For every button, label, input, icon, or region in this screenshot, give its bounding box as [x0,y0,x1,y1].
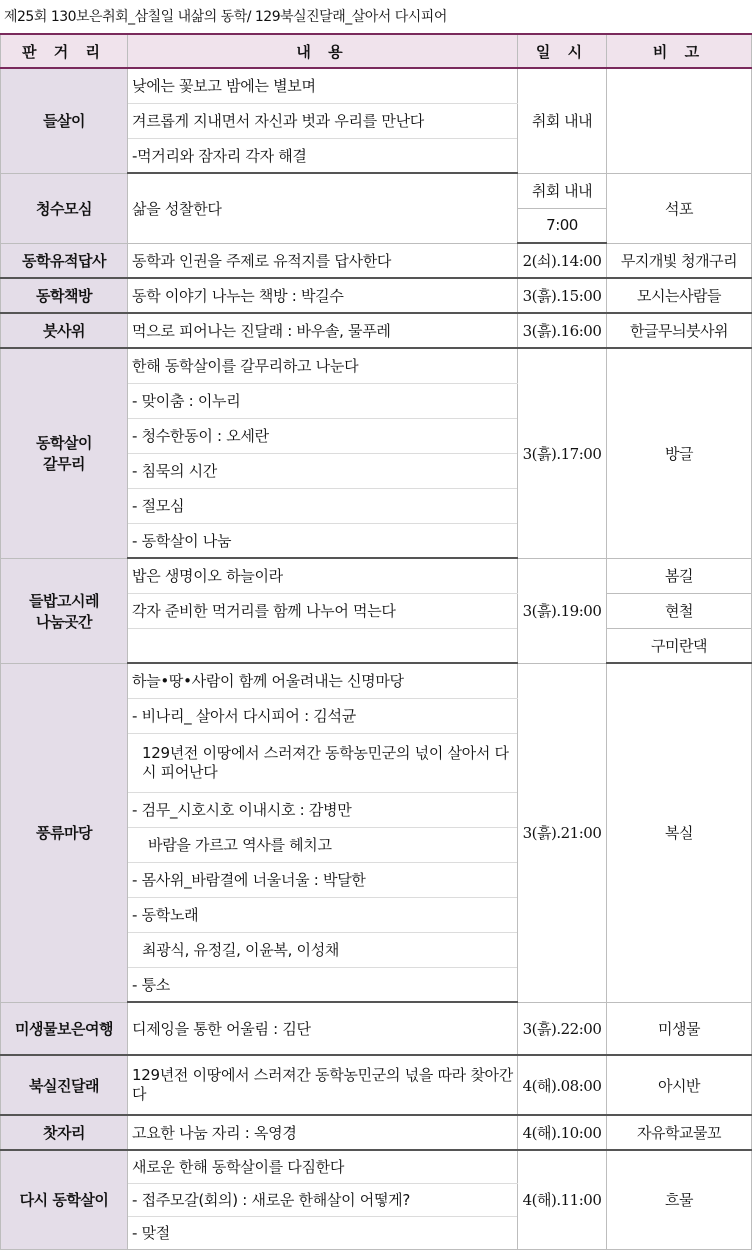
content-line: - 동학노래 [128,897,518,932]
content-line: - 몸사위_바람결에 너울너울 : 박달한 [128,862,518,897]
category-cell: 동학책방 [1,278,128,313]
content-line: 디제잉을 통한 어울림 : 김단 [128,1002,518,1055]
time-cell: 3(흙).15:00 [518,278,607,313]
table-row [1,173,752,208]
category-line: 갈무리 [43,455,85,474]
note-cell: 봄길 [607,558,752,593]
table-row [1,348,752,383]
content-line: - 동학살이 나눔 [128,523,518,558]
table-row [1,1055,752,1115]
time-cell: 3(흙).21:00 [518,663,607,1002]
content-line: 최광식, 유정길, 이윤복, 이성채 [128,932,518,967]
content-line: 동학과 인권을 주제로 유적지를 답사한다 [128,243,518,278]
category-cell: 풍류마당 [1,663,128,1002]
note-cell: 미생물 [607,1002,752,1055]
category-cell: 다시 동학살이 [1,1150,128,1249]
table-row [1,68,752,103]
category-cell: 들살이 [1,68,128,173]
content-line: 새로운 한해 동학살이를 다짐한다 [128,1150,518,1183]
content-line: - 퉁소 [128,967,518,1002]
time-cell: 3(흙).22:00 [518,1002,607,1055]
note-cell: 자유학교물꼬 [607,1115,752,1150]
time-cell: 4(해).10:00 [518,1115,607,1150]
category-cell: 붓사위 [1,313,128,348]
category-cell [1,348,128,558]
content-line: - 검무_시호시호 이내시호 : 감병만 [128,792,518,827]
content-line: 바람을 가르고 역사를 헤치고 [128,827,518,862]
time-cell: 4(해).08:00 [518,1055,607,1115]
content-line: 한해 동학살이를 갈무리하고 나눈다 [128,348,518,383]
content-line: -먹거리와 잠자리 각자 해결 [128,138,518,173]
content-line: - 맞이춤 : 이누리 [128,383,518,418]
time-cell: 3(흙).19:00 [518,558,607,663]
content-line: 하늘•땅•사람이 함께 어울려내는 신명마당 [128,663,518,698]
document-title: 제25회 130보은취회_삼칠일 내삶의 동학/ 129북실진달래_살아서 다시피어 [4,9,447,25]
note-cell: 한글무늬붓사위 [607,313,752,348]
table-row [1,558,752,593]
content-line: - 접주모갈(회의) : 새로운 한해살이 어떻게? [128,1183,518,1216]
content-line: 동학 이야기 나누는 책방 : 박길수 [128,278,518,313]
content-line: - 침묵의 시간 [128,453,518,488]
category-line: 나눔곳간 [36,612,92,631]
content-line: 삶을 성찰한다 [128,173,518,243]
note-cell: 모시는사람들 [607,278,752,313]
category-cell [1,558,128,663]
table-row [1,313,752,348]
category-cell: 미생물보은여행 [1,1002,128,1055]
table-row [1,243,752,278]
note-cell: 석포 [607,173,752,243]
content-line: 129년전 이땅에서 스러져간 동학농민군의 넋을 따라 찾아간다 [128,1055,518,1115]
table-row [1,663,752,698]
content-line [128,628,518,663]
note-cell: 방글 [607,348,752,558]
content-line: 129년전 이땅에서 스러져간 동학농민군의 넋이 살아서 다시 피어난다 [128,733,518,792]
content-line: 고요한 나눔 자리 : 옥영경 [128,1115,518,1150]
time-cell: 4(해).11:00 [518,1150,607,1249]
content-line: - 비나리_ 살아서 다시피어 : 김석균 [128,698,518,733]
header-category: 판 거 리 [1,34,128,68]
time-cell: 2(쇠).14:00 [518,243,607,278]
table-header-row [1,34,752,68]
schedule-table [0,33,752,1250]
content-line: 밥은 생명이오 하늘이라 [128,558,518,593]
table-row [1,1150,752,1183]
category-cell: 동학유적답사 [1,243,128,278]
table-row [1,278,752,313]
category-line: 동학살이 [36,434,92,453]
content-line: - 맞절 [128,1216,518,1249]
note-cell [607,68,752,173]
table-row [1,1115,752,1150]
note-cell: 아시반 [607,1055,752,1115]
content-line: 먹으로 피어나는 진달래 : 바우솔, 물푸레 [128,313,518,348]
header-note: 비 고 [607,34,752,68]
time-cell: 3(흙).17:00 [518,348,607,558]
note-cell: 무지개빛 청개구리 [607,243,752,278]
content-line: 낮에는 꽃보고 밤에는 별보며 [128,68,518,103]
time-cell: 취회 내내 [518,173,607,208]
time-cell: 3(흙).16:00 [518,313,607,348]
note-cell: 구미란댁 [607,628,752,663]
category-cell: 찻자리 [1,1115,128,1150]
time-cell: 7:00 [518,208,607,243]
content-line: - 청수한동이 : 오세란 [128,418,518,453]
header-content: 내 용 [128,34,518,68]
content-line: 각자 준비한 먹거리를 함께 나누어 먹는다 [128,593,518,628]
content-line: 겨르롭게 지내면서 자신과 벗과 우리를 만난다 [128,103,518,138]
category-cell: 청수모심 [1,173,128,243]
time-cell: 취회 내내 [518,68,607,173]
note-cell: 현철 [607,593,752,628]
header-time: 일 시 [518,34,607,68]
content-line: - 절모심 [128,488,518,523]
category-cell: 북실진달래 [1,1055,128,1115]
note-cell: 복실 [607,663,752,1002]
table-row [1,1002,752,1055]
note-cell: 흐물 [607,1150,752,1249]
category-line: 들밥고시레 [29,591,99,610]
